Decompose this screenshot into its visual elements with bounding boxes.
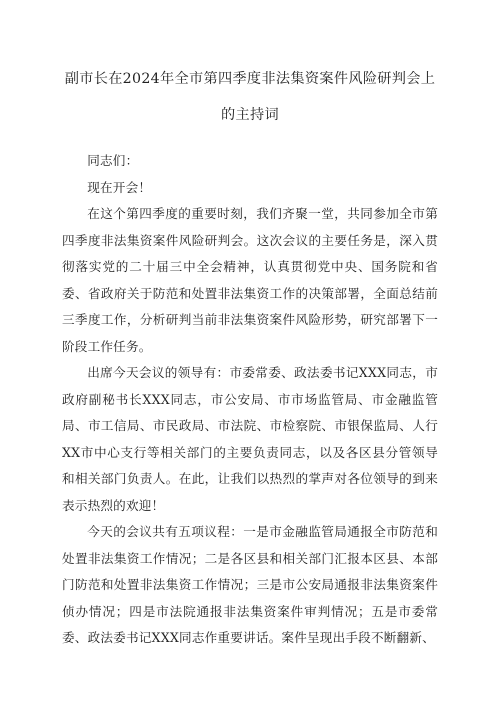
paragraph-salutation: 同志们：: [87, 153, 139, 168]
document-title-line-1: 副市长在2024年全市第四季度非法集资案件风险研判会上: [64, 71, 436, 87]
document-title-line-2: 的主持词: [221, 107, 279, 123]
paragraph-agenda: 今天的会议共有五项议程：一是市金融监管局通报全市防范和处置非法集资工作情况；二是各区县和相关部门汇报本区县、本部门防范和处置非法集资工作情况；三是市公安局通报非法集资案件侦办情况；四是市法院通报非法集资案件审判情况；五是市委常委、政法委书记XXX同志作重要讲话。案件呈现出手段不断翻新、: [62, 524, 438, 645]
document-body: [62, 148, 438, 652]
paragraph-opening: 现在开会！: [87, 179, 152, 195]
paragraph-attendees: 出席今天会议的领导有：市委常委、政法委书记XXX同志，市政府副秘书长XXX同志，市公安局、市市场监管局、市金融监管局、市工信局、市民政局、市法院、市检察院、市银保监局、人行XX市中心支行等相关部门的主要负责同志，以及各区县分管领导和相关部门负责人。在此，让我们以热烈的掌声对各位领导的到来表示热烈的欢迎！: [62, 365, 438, 513]
paragraph-purpose: 在这个第四季度的重要时刻，我们齐聚一堂，共同参加全市第四季度非法集资案件风险研判会。这次会议的主要任务是，深入贯彻落实党的二十届三中全会精神，认真贯彻党中央、国务院和省委、省政府关于防范和处置非法集资工作的决策部署，全面总结前三季度工作，分析研判当前非法集资案件风险形势，研究部署下一阶段工作任务。: [62, 206, 438, 354]
